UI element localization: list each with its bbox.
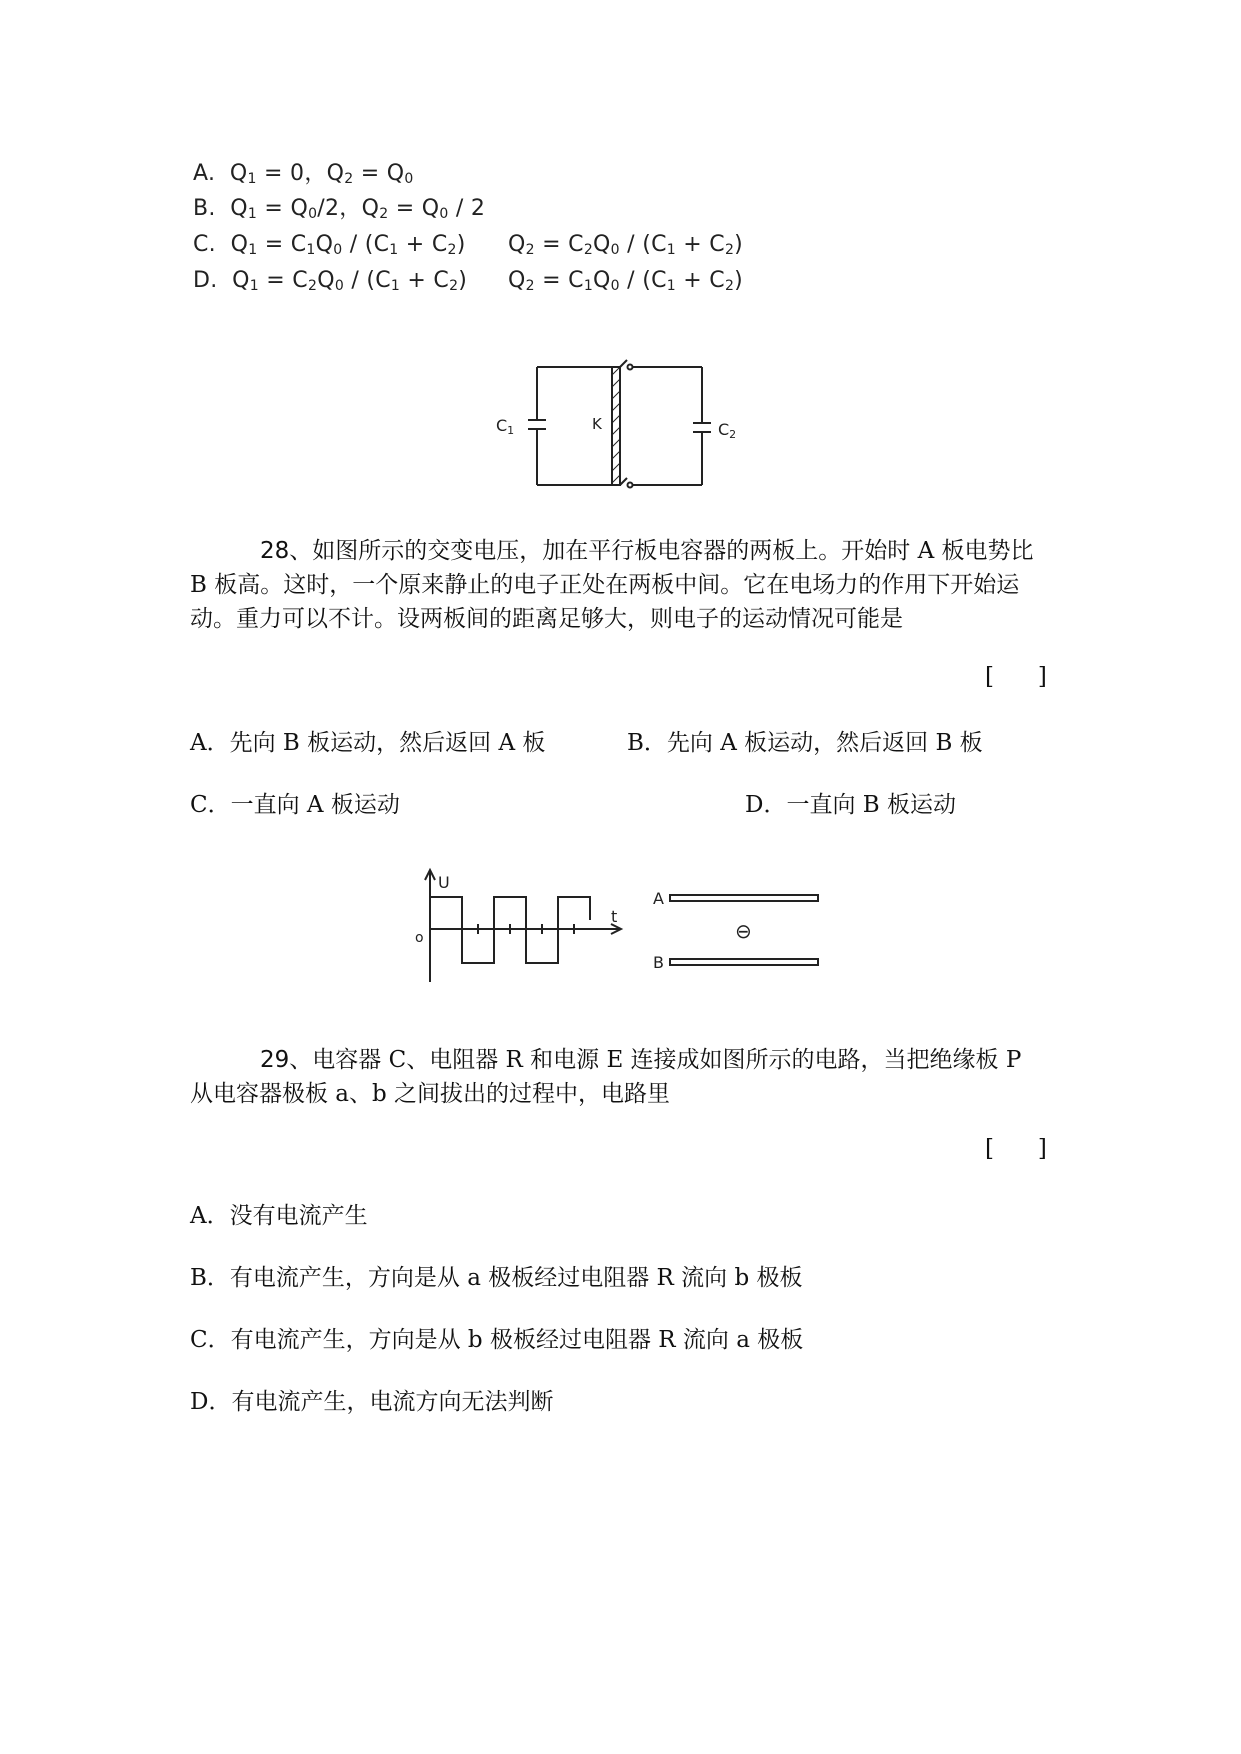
q27-option-c: C. $Q_1 = C_1Q_0 / (C_1 + C_2)$ [193, 232, 466, 258]
q29-text: 、电容器 C、电阻器 R 和电源 E 连接成如图所示的电路，当把绝缘板 P 从电容器极板 a、b 之间拔出的过程中，电路里 [190, 1047, 1022, 1107]
q28-choice-c: C．一直向 A 板运动 [190, 792, 400, 818]
plate-b-label: B [653, 953, 664, 972]
plate-b [670, 959, 818, 965]
c2-label: C2 [718, 420, 737, 441]
c1-label: C1 [496, 416, 515, 437]
q29-number: 29 [260, 1047, 290, 1073]
q28-choice-d: D．一直向 B 板运动 [745, 792, 956, 818]
q28-number: 28 [260, 538, 290, 564]
q29-stem [190, 1043, 1050, 1111]
q27-option-d: D. $Q_1 = C_2Q_0 / (C_1 + C_2)$ [193, 268, 468, 294]
q27-circuit-diagram [490, 355, 750, 495]
u-label: U [438, 873, 450, 892]
q29-choice-d: D．有电流产生，电流方向无法判断 [190, 1389, 554, 1415]
switch-k-label: K [592, 415, 602, 433]
q28-answer-bracket: [ ] [985, 664, 1047, 690]
q28-choice-b: B．先向 A 板运动，然后返回 B 板 [627, 730, 983, 756]
plate-a-label: A [653, 889, 664, 908]
plate-a [670, 895, 818, 901]
q28-stem [190, 534, 1050, 636]
origin-label: o [415, 930, 424, 946]
q27-option-c-right: $Q_2 = C_2Q_0 / (C_1 + C_2)$ [508, 232, 744, 258]
t-label: t [611, 907, 618, 926]
q29-choice-a: A．没有电流产生 [190, 1203, 368, 1229]
electron-icon: ⊖ [735, 919, 752, 943]
q29-choice-b: B．有电流产生，方向是从 a 极板经过电阻器 R 流向 b 极板 [190, 1265, 803, 1291]
q28-choice-a: A．先向 B 板运动，然后返回 A 板 [190, 730, 546, 756]
q28-text: 、如图所示的交变电压，加在平行板电容器的两板上。开始时 A 板电势比 B 板高。这时，一个原来静止的电子正处在两板中间。它在电场力的作用下开始运动。重力可以不计。设两板间的距离足够大，则电子的运动情况可能是 [190, 538, 1034, 632]
q29-answer-bracket: [ ] [985, 1136, 1047, 1162]
q27-option-a: A. $Q_1 = 0$，$Q_2 = Q_0$ [193, 161, 414, 187]
q27-option-d-right: $Q_2 = C_1Q_0 / (C_1 + C_2)$ [508, 268, 744, 294]
q28-voltage-figure [415, 866, 835, 986]
q29-choice-c: C．有电流产生，方向是从 b 极板经过电阻器 R 流向 a 极板 [190, 1327, 804, 1353]
q27-option-b: B. $Q_1 = Q_0/2$，$Q_2 = Q_0 / 2$ [193, 196, 486, 222]
